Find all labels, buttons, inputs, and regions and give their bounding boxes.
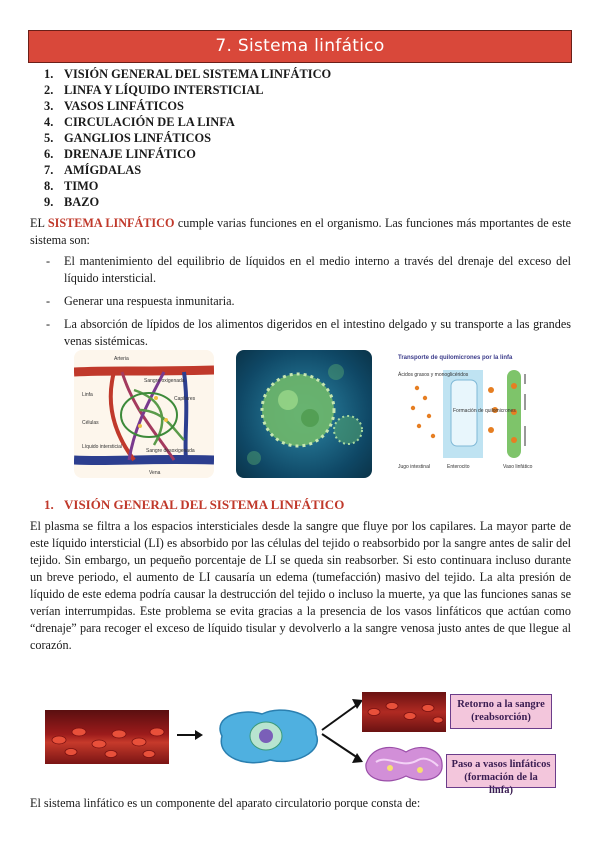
lymphocyte-render <box>236 350 372 478</box>
page-title: 7. Sistema linfático <box>215 36 385 56</box>
label-acidos: Ácidos grasos y monoglicéridos <box>398 372 469 378</box>
section-heading: 1. VISIÓN GENERAL DEL SISTEMA LINFÁTICO <box>44 497 345 512</box>
label-sangre-desoxigenada: Sangre desoxigenada <box>146 448 195 454</box>
toc-item: 4. CIRCULACIÓN DE LA LINFA <box>44 115 235 129</box>
list-item: - Generar una respuesta inmunitaria. <box>46 294 235 308</box>
list-item: - La absorción de lípidos de los alimentos digeridos en el intestino delgado y su transporte a las grandes venas sistémicas. <box>46 317 571 348</box>
label-vaso: Vaso linfático <box>503 464 533 470</box>
label-sangre-oxigenada: Sangre oxigenada <box>144 378 185 384</box>
chylomicron-drawing <box>395 350 533 478</box>
toc-item: 2. LINFA Y LÍQUIDO INTERSTICIAL <box>44 83 264 97</box>
arrow-split-icon <box>320 694 366 768</box>
blood-vessel-image <box>45 710 169 764</box>
intro-paragraph: EL SISTEMA LINFÁTICO cumple varias funciones en el organismo. Las funciones más mportantes de este sistema son: <box>30 216 572 247</box>
label-jugo: Jugo intestinal <box>398 464 430 470</box>
label-celulas: Células <box>82 420 99 426</box>
toc-item: 7. AMÍGDALAS <box>44 163 142 177</box>
toc-item: 1. VISIÓN GENERAL DEL SISTEMA LINFÁTICO <box>44 67 332 81</box>
label-enterocito: Enterocito <box>447 464 470 470</box>
label-linfa: Linfa <box>82 392 93 398</box>
toc-item: 6. DRENAJE LINFÁTICO <box>44 147 196 161</box>
lymph-formation-label: Paso a vasos linfáticos (formación de la linfa) <box>446 754 556 788</box>
title-banner <box>28 30 572 63</box>
label-arteria: Arteria <box>114 356 129 362</box>
capillary-bed-drawing <box>74 350 214 478</box>
list-item: - El mantenimiento del equilibrio de líquidos en el medio interno a través del drenaje del exceso del líquido intersticial. <box>46 254 571 285</box>
label-capilares: Capilares <box>174 396 196 402</box>
figure3-title: Transporte de quilomicrones por la linfa <box>398 355 513 361</box>
label-vena: Vena <box>149 470 161 476</box>
table-of-contents <box>44 66 331 210</box>
arrow-right-icon <box>176 728 204 742</box>
capillary-bed-illustration <box>74 350 214 478</box>
label-formacion: Formación de quilomicrones <box>453 408 516 414</box>
functions-list <box>44 253 571 356</box>
highlight-term: SISTEMA LINFÁTICO <box>47 216 175 230</box>
lymphocyte-drawing <box>236 350 372 478</box>
section-body: El plasma se filtra a los espacios intersticiales desde la sangre que fluye por los capilares. La mayor parte de este líquido intersticial (LI) es absorbido por las células del tejido o reabsorbido por la sangre antes de salir del tejido. Sin embargo, un pequeño porcentaje de LI se queda sin reabsorber. Si esto continuara incluso durante un breve periodo, el aumento de LI causaría un edema (tumefacción) masivo del tejido. La alta presión de líquido de este edema podría causar la destrucción del tejido o incluso la muerte, ya que las funciones sanas se verían interrumpidas. Este problema se evita gracias a la presencia de los vasos linfáticos que actúan como “drenaje” para recoger el exceso de líquido tisular y devolverlo a la sangre venosa justo antes de que llegue al corazón. <box>30 519 571 652</box>
closing-sentence: El sistema linfático es un componente del aparato circulatorio porque consta de: <box>30 796 421 810</box>
chylomicron-transport-diagram <box>395 350 533 478</box>
toc-item: 3. VASOS LINFÁTICOS <box>44 99 184 113</box>
blood-return-image <box>362 692 446 732</box>
reabsorption-label: Retorno a la sangre (reabsorción) <box>450 694 552 729</box>
label-liquido-intersticial: Líquido intersticial <box>82 444 123 450</box>
toc-item: 5. GANGLIOS LINFÁTICOS <box>44 131 211 145</box>
toc-item: 9. BAZO <box>44 195 100 209</box>
interstitial-fluid-image <box>212 706 324 768</box>
lymph-vessel-image <box>362 740 446 786</box>
toc-item: 8. TIMO <box>44 179 99 193</box>
